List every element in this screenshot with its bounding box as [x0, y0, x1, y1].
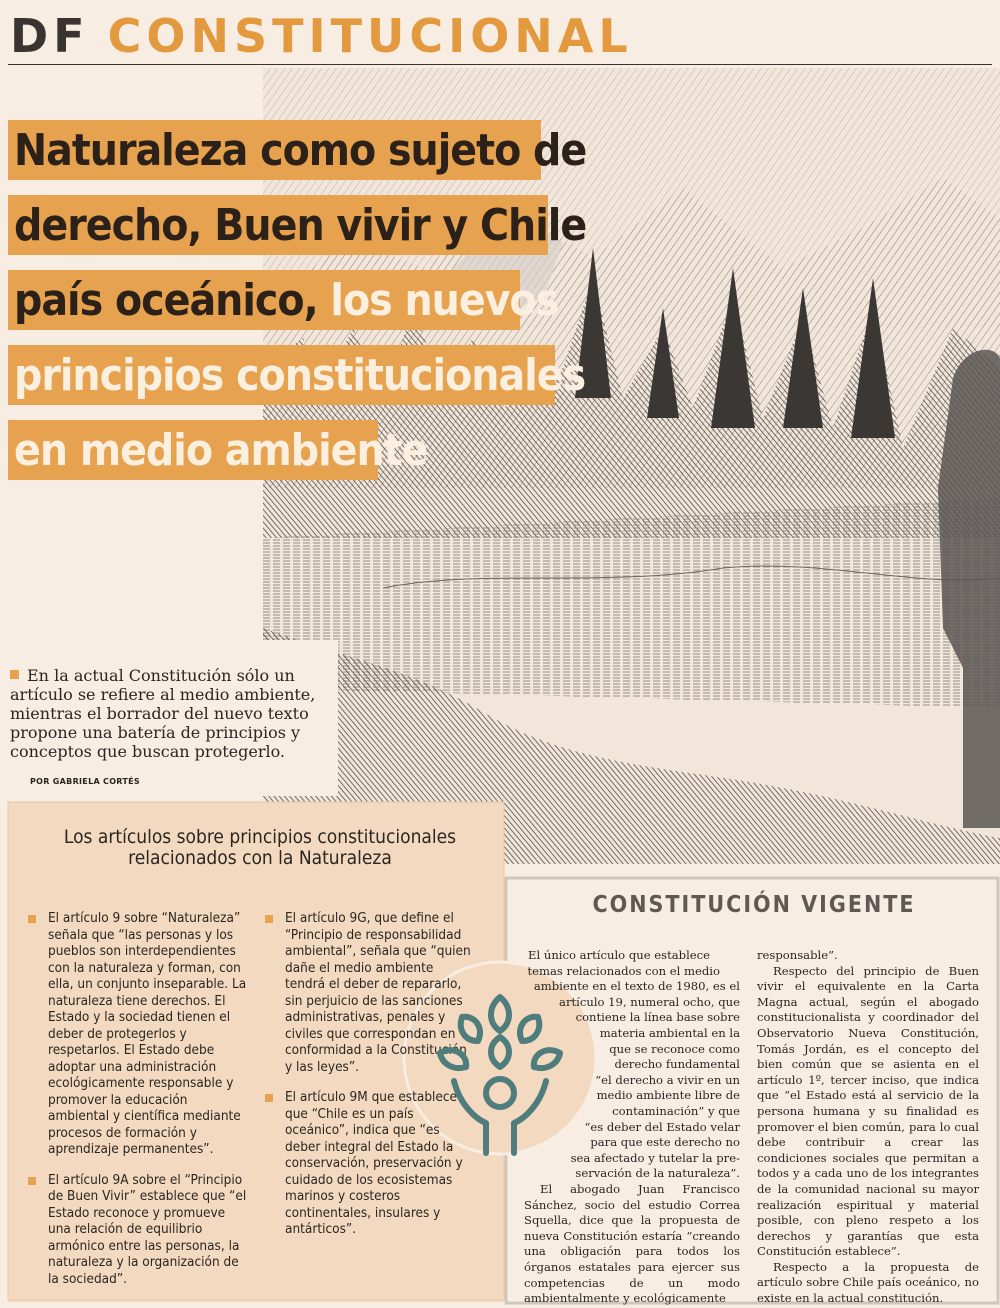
vigente-line: artículo 19, numeral ocho, que	[559, 994, 740, 1009]
masthead	[10, 6, 633, 66]
vigente-line: contaminación” y que	[612, 1103, 740, 1118]
vigente-line: derecho fundamental	[614, 1057, 740, 1072]
article-item	[28, 1172, 248, 1288]
article-text: El artículo 9 sobre “Naturaleza” señala que “las personas y los pueblos son interdependientes con la naturaleza y forman, con ella, un conjunto inseparable. La naturaleza tiene derechos. El Estado y la sociedad tienen el deber de protegerlos y respetarlos. El Estado debe adoptar una administración ecológicamente responsable y promover la educación ambiental y científica mediante procesos de formación y aprendizaje permanentes”.	[48, 910, 247, 1157]
bullet-square	[10, 670, 19, 679]
articles-panel-title	[40, 827, 480, 869]
vigente-line: sea afectado y tutelar la pre-	[570, 1150, 740, 1165]
article-item	[28, 910, 248, 1158]
vigente-line: “el derecho a vivir en un	[595, 1072, 740, 1087]
headline-line-4: principios constitucionales	[14, 349, 586, 401]
constitucion-vigente-title: CONSTITUCIÓN VIGENTE	[592, 892, 916, 918]
vigente-line: que se reconoce como	[609, 1041, 740, 1056]
articles-panel-title-line2: relacionados con la Naturaleza	[128, 847, 392, 869]
bullet-square	[265, 1094, 273, 1102]
bullet-square	[265, 915, 273, 923]
vigente-line: “es deber del Estado velar	[584, 1119, 740, 1134]
vigente-line: ambiente en el texto de 1980, es el	[533, 979, 740, 994]
article-text: El artículo 9A sobre el “Principio de Buen Vivir” establece que “el Estado reconoce y promueve una relación de equilibrio armónico entre las personas, la naturaleza y la organización de la sociedad”.	[48, 1171, 247, 1287]
byline: POR GABRIELA CORTÉS	[30, 777, 140, 786]
vigente-left-para2	[524, 1182, 740, 1307]
vigente-paragraph: Respecto a la propuesta de artículo sobre Chile país oceánico, no existe en la actual constitución.	[757, 1259, 979, 1306]
vigente-paragraph: El abogado Juan Francisco Sánchez, socio del estudio Correa Squella, dice que la propuesta de nueva Constitución estaría “creando una obligación para todos los órganos estatales para ejercer sus competencias de un modo ambientalmente y ecológicamente	[524, 1182, 740, 1306]
headline-line-1: Naturaleza como sujeto de	[14, 124, 587, 176]
vigente-paragraph: Respecto del principio de Buen vivir el equivalente en la Carta Magna actual, según el abogado constitucionalista y coordinador del Observatorio Nueva Constitución, Tomás Jordán, es el concepto del bien común que se asienta en el artículo 1º, tercer inciso, que indica que “el Estado está al servicio de la persona humana y su finalidad es promover el bien común, para lo cual debe contribuir a crear las condiciones sociales que permitan a todos y a cada uno de los integrantes de la comunidad nacional su mayor realización espiritual y material posible, con pleno respeto a los derechos y garantías que esta Constitución establece”.	[757, 963, 979, 1259]
vigente-line: medio ambiente libre de	[596, 1088, 740, 1103]
headline-line-3	[8, 270, 564, 330]
articles-panel-title-line1: Los artículos sobre principios constitucionales	[63, 826, 457, 848]
deck	[10, 666, 325, 761]
article-text: El artículo 9G, que define el “Principio de responsabilidad ambiental”, señala que “quien dañe el medio ambiente tendrá el deber de repararlo, sin perjuicio de las sanciones administrativas, penales y civiles que correspondan en conformidad a la Constitución y las leyes”.	[285, 910, 471, 1075]
headline-line-5: en medio ambiente	[14, 424, 428, 476]
headline-line-2: derecho, Buen vivir y Chile	[14, 199, 587, 251]
masthead-rule	[8, 64, 992, 65]
vigente-line: servación de la naturaleza”.	[575, 1166, 740, 1181]
bullet-square	[28, 915, 36, 923]
brand-label: DF	[10, 9, 90, 63]
vigente-line: materia ambiental en la	[599, 1025, 740, 1040]
vigente-line: para que este derecho no	[590, 1135, 740, 1150]
vigente-line: El único artículo que establece	[528, 948, 710, 962]
headline-line-3-light: los nuevos	[330, 274, 559, 326]
vigente-paragraph: responsable”.	[757, 948, 838, 962]
section-label: CONSTITUCIONAL	[107, 9, 633, 63]
vigente-line: temas relacionados con el medio	[527, 963, 720, 978]
bullet-square	[28, 1177, 36, 1185]
headline-line-3-dark: país oceánico,	[14, 274, 318, 326]
vigente-right-column	[757, 948, 979, 1307]
article-text: El artículo 9M que establece que “Chile es un país oceánico”, indica que “es deber integral del Estado la conservación, preservación y cuidado de los ecosistemas marinos y costeros continentales, insulares y antárticos”.	[285, 1089, 463, 1237]
vigente-line: contiene la línea base sobre	[575, 1010, 740, 1025]
articles-column-1	[28, 910, 248, 1301]
deck-text: En la actual Constitución sólo un artículo se refiere al medio ambiente, mientras el borrador del nuevo texto propone una batería de principios y conceptos que buscan protegerlo.	[10, 666, 316, 761]
vigente-left-column	[520, 948, 740, 1182]
